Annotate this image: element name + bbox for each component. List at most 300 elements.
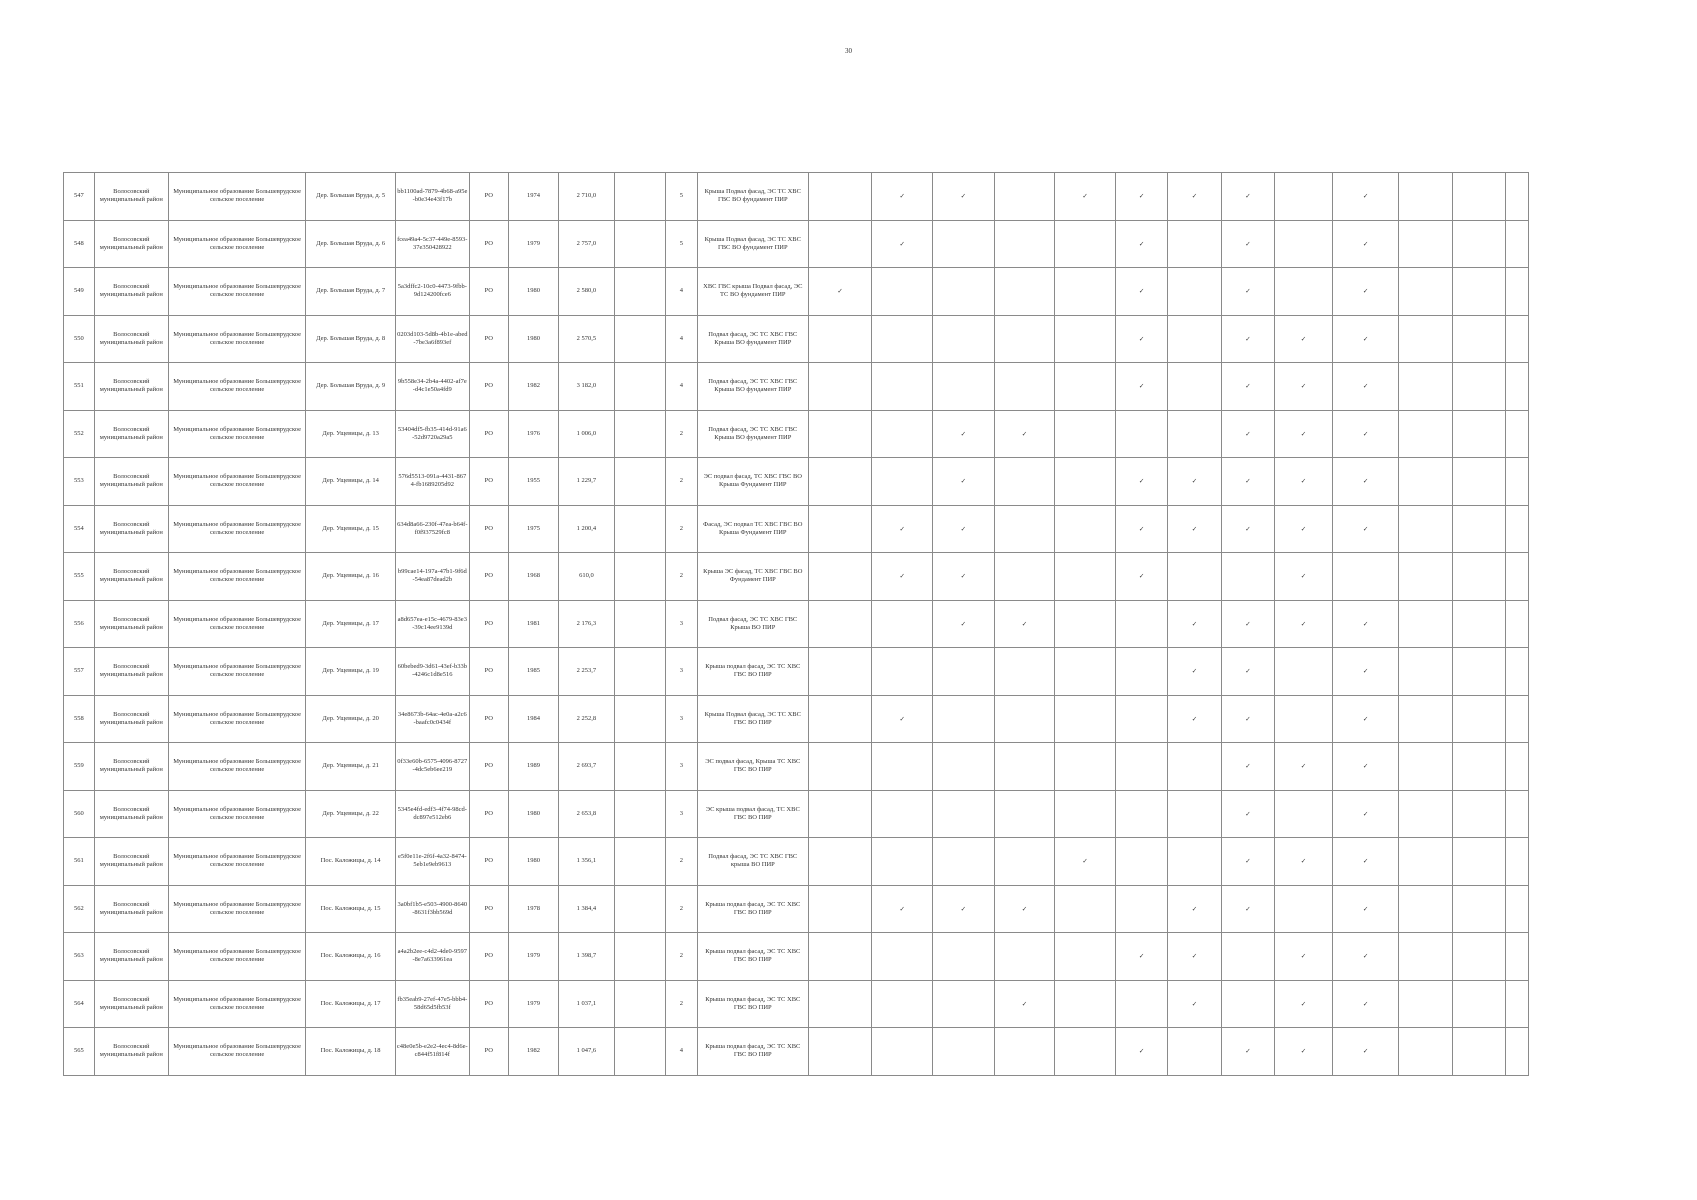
empty-cell xyxy=(1506,458,1529,506)
check-mark-icon: ✓ xyxy=(1115,458,1167,506)
check-mark-icon: ✓ xyxy=(933,885,995,933)
empty-check-cell xyxy=(1452,838,1505,886)
empty-check-cell xyxy=(808,363,872,411)
empty-check-cell xyxy=(1399,743,1452,791)
empty-check-cell xyxy=(872,1028,933,1076)
municipality-cell: Муниципальное образование Большеврудское сельское поселение xyxy=(168,600,306,648)
empty-check-cell xyxy=(1055,695,1116,743)
municipality-cell: Муниципальное образование Большеврудское сельское поселение xyxy=(168,648,306,696)
fund-form-cell: РО xyxy=(469,743,508,791)
empty-check-cell xyxy=(994,553,1055,601)
empty-check-cell xyxy=(1399,885,1452,933)
empty-check-cell xyxy=(933,648,995,696)
empty-check-cell xyxy=(1452,173,1505,221)
empty-check-cell xyxy=(808,505,872,553)
district-cell: Волосовский муниципальный район xyxy=(94,885,168,933)
works-list-cell: Подвал фасад, ЭС ТС ХВС ГВС Крыша ВО фундамент ПИР xyxy=(697,315,808,363)
table-row xyxy=(64,648,1529,696)
check-mark-icon: ✓ xyxy=(1221,173,1274,221)
check-mark-icon: ✓ xyxy=(872,505,933,553)
check-mark-icon: ✓ xyxy=(1332,410,1399,458)
works-list-cell: Крыша подвал фасад, ЭС ТС ХВС ГВС ВО ПИР xyxy=(697,885,808,933)
empty-check-cell xyxy=(1055,458,1116,506)
year-built-cell: 1980 xyxy=(508,268,558,316)
area-cell: 1 398,7 xyxy=(559,933,614,981)
check-mark-icon: ✓ xyxy=(1332,885,1399,933)
fund-form-cell: РО xyxy=(469,885,508,933)
empty-check-cell xyxy=(1055,553,1116,601)
empty-check-cell xyxy=(1055,1028,1116,1076)
table-row xyxy=(64,173,1529,221)
row-number-cell: 556 xyxy=(64,600,95,648)
check-mark-icon: ✓ xyxy=(1115,505,1167,553)
fund-form-cell: РО xyxy=(469,790,508,838)
check-mark-icon: ✓ xyxy=(1332,743,1399,791)
year-built-cell: 1978 xyxy=(508,885,558,933)
empty-check-cell xyxy=(1452,363,1505,411)
building-id-cell: bb1100ad-7879-4b68-a95e-b0e34e43f17b xyxy=(395,173,469,221)
empty-check-cell xyxy=(1055,743,1116,791)
empty-check-cell xyxy=(1452,553,1505,601)
area-cell: 1 200,4 xyxy=(559,505,614,553)
fund-form-cell: РО xyxy=(469,838,508,886)
empty-check-cell xyxy=(1275,695,1333,743)
table-row xyxy=(64,885,1529,933)
area-cell: 1 384,4 xyxy=(559,885,614,933)
empty-check-cell xyxy=(1221,553,1274,601)
row-number-cell: 558 xyxy=(64,695,95,743)
empty-check-cell xyxy=(994,790,1055,838)
check-mark-icon: ✓ xyxy=(1168,173,1221,221)
empty-check-cell xyxy=(1452,458,1505,506)
check-mark-icon: ✓ xyxy=(1332,600,1399,648)
floors-cell: 3 xyxy=(665,600,697,648)
address-cell: Дер. Ущевицы, д. 22 xyxy=(306,790,395,838)
works-list-cell: ЭС подвал фасад, Крыша ТС ХВС ГВС ВО ПИР xyxy=(697,743,808,791)
check-mark-icon: ✓ xyxy=(872,553,933,601)
empty-cell xyxy=(614,505,665,553)
empty-check-cell xyxy=(1399,410,1452,458)
works-list-cell: Подвал фасад, ЭС ТС ХВС ГВС Крыша ВО фундамент ПИР xyxy=(697,363,808,411)
address-cell: Дер. Большая Вруда, д. 8 xyxy=(306,315,395,363)
table-row xyxy=(64,838,1529,886)
check-mark-icon: ✓ xyxy=(1275,838,1333,886)
check-mark-icon: ✓ xyxy=(994,980,1055,1028)
empty-check-cell xyxy=(808,220,872,268)
empty-check-cell xyxy=(1168,1028,1221,1076)
table-row xyxy=(64,933,1529,981)
check-mark-icon: ✓ xyxy=(1221,220,1274,268)
year-built-cell: 1975 xyxy=(508,505,558,553)
year-built-cell: 1980 xyxy=(508,838,558,886)
area-cell: 1 047,6 xyxy=(559,1028,614,1076)
empty-check-cell xyxy=(808,1028,872,1076)
check-mark-icon: ✓ xyxy=(1332,458,1399,506)
empty-check-cell xyxy=(808,743,872,791)
empty-check-cell xyxy=(1115,885,1167,933)
empty-check-cell xyxy=(1275,173,1333,221)
address-cell: Дер. Ущевицы, д. 13 xyxy=(306,410,395,458)
check-mark-icon: ✓ xyxy=(1332,363,1399,411)
address-cell: Дер. Большая Вруда, д. 6 xyxy=(306,220,395,268)
empty-cell xyxy=(1506,648,1529,696)
address-cell: Пос. Каложицы, д. 14 xyxy=(306,838,395,886)
table-row xyxy=(64,268,1529,316)
check-mark-icon: ✓ xyxy=(1115,173,1167,221)
empty-cell xyxy=(614,600,665,648)
district-cell: Волосовский муниципальный район xyxy=(94,838,168,886)
table-body xyxy=(64,173,1529,1076)
empty-check-cell xyxy=(1399,363,1452,411)
empty-check-cell xyxy=(872,743,933,791)
check-mark-icon: ✓ xyxy=(1115,1028,1167,1076)
empty-check-cell xyxy=(872,268,933,316)
row-number-cell: 551 xyxy=(64,363,95,411)
district-cell: Волосовский муниципальный район xyxy=(94,458,168,506)
empty-cell xyxy=(614,838,665,886)
floors-cell: 5 xyxy=(665,173,697,221)
table-row xyxy=(64,980,1529,1028)
check-mark-icon: ✓ xyxy=(1168,695,1221,743)
fund-form-cell: РО xyxy=(469,410,508,458)
empty-check-cell xyxy=(808,458,872,506)
district-cell: Волосовский муниципальный район xyxy=(94,933,168,981)
check-mark-icon: ✓ xyxy=(1168,980,1221,1028)
empty-check-cell xyxy=(1055,790,1116,838)
area-cell: 2 253,7 xyxy=(559,648,614,696)
empty-check-cell xyxy=(1115,790,1167,838)
check-mark-icon: ✓ xyxy=(1168,648,1221,696)
address-cell: Пос. Каложицы, д. 16 xyxy=(306,933,395,981)
table-row xyxy=(64,505,1529,553)
check-mark-icon: ✓ xyxy=(1221,315,1274,363)
empty-check-cell xyxy=(1115,600,1167,648)
empty-cell xyxy=(1506,790,1529,838)
empty-cell xyxy=(1506,363,1529,411)
district-cell: Волосовский муниципальный район xyxy=(94,363,168,411)
check-mark-icon: ✓ xyxy=(933,505,995,553)
district-cell: Волосовский муниципальный район xyxy=(94,553,168,601)
empty-check-cell xyxy=(1055,600,1116,648)
empty-cell xyxy=(614,458,665,506)
check-mark-icon: ✓ xyxy=(1221,648,1274,696)
district-cell: Волосовский муниципальный район xyxy=(94,268,168,316)
empty-check-cell xyxy=(1399,173,1452,221)
empty-check-cell xyxy=(1168,743,1221,791)
empty-check-cell xyxy=(1452,220,1505,268)
works-list-cell: Крыша Подвал фасад, ЭС ТС ХВС ГВС ВО фундамент ПИР xyxy=(697,173,808,221)
check-mark-icon: ✓ xyxy=(1115,220,1167,268)
empty-check-cell xyxy=(1055,363,1116,411)
empty-check-cell xyxy=(994,743,1055,791)
year-built-cell: 1955 xyxy=(508,458,558,506)
check-mark-icon: ✓ xyxy=(1332,173,1399,221)
check-mark-icon: ✓ xyxy=(1055,838,1116,886)
fund-form-cell: РО xyxy=(469,1028,508,1076)
row-number-cell: 562 xyxy=(64,885,95,933)
empty-check-cell xyxy=(994,648,1055,696)
check-mark-icon: ✓ xyxy=(872,173,933,221)
empty-check-cell xyxy=(1275,648,1333,696)
year-built-cell: 1985 xyxy=(508,648,558,696)
empty-check-cell xyxy=(872,933,933,981)
check-mark-icon: ✓ xyxy=(1332,980,1399,1028)
floors-cell: 2 xyxy=(665,458,697,506)
empty-check-cell xyxy=(933,838,995,886)
check-mark-icon: ✓ xyxy=(1115,933,1167,981)
area-cell: 2 693,7 xyxy=(559,743,614,791)
empty-cell xyxy=(1506,933,1529,981)
empty-check-cell xyxy=(1115,743,1167,791)
area-cell: 1 229,7 xyxy=(559,458,614,506)
check-mark-icon: ✓ xyxy=(933,410,995,458)
check-mark-icon: ✓ xyxy=(1221,458,1274,506)
building-id-cell: fcea49a4-5c37-449e-8593-37e350428922 xyxy=(395,220,469,268)
address-cell: Дер. Ущевицы, д. 21 xyxy=(306,743,395,791)
address-cell: Дер. Ущевицы, д. 15 xyxy=(306,505,395,553)
check-mark-icon: ✓ xyxy=(994,600,1055,648)
empty-check-cell xyxy=(933,933,995,981)
check-mark-icon: ✓ xyxy=(1275,600,1333,648)
check-mark-icon: ✓ xyxy=(1168,933,1221,981)
check-mark-icon: ✓ xyxy=(1332,1028,1399,1076)
row-number-cell: 555 xyxy=(64,553,95,601)
address-cell: Дер. Ущевицы, д. 16 xyxy=(306,553,395,601)
empty-check-cell xyxy=(808,933,872,981)
empty-cell xyxy=(614,790,665,838)
floors-cell: 5 xyxy=(665,220,697,268)
fund-form-cell: РО xyxy=(469,695,508,743)
empty-cell xyxy=(614,933,665,981)
year-built-cell: 1979 xyxy=(508,933,558,981)
building-id-cell: 5a3dffc2-10c0-4473-9fbb-9d124200fce6 xyxy=(395,268,469,316)
empty-check-cell xyxy=(933,695,995,743)
district-cell: Волосовский муниципальный район xyxy=(94,410,168,458)
floors-cell: 3 xyxy=(665,790,697,838)
year-built-cell: 1976 xyxy=(508,410,558,458)
check-mark-icon: ✓ xyxy=(1055,173,1116,221)
municipality-cell: Муниципальное образование Большеврудское сельское поселение xyxy=(168,695,306,743)
check-mark-icon: ✓ xyxy=(1332,268,1399,316)
empty-check-cell xyxy=(994,1028,1055,1076)
empty-check-cell xyxy=(994,173,1055,221)
check-mark-icon: ✓ xyxy=(1275,743,1333,791)
municipality-cell: Муниципальное образование Большеврудское сельское поселение xyxy=(168,173,306,221)
empty-check-cell xyxy=(872,458,933,506)
check-mark-icon: ✓ xyxy=(1168,505,1221,553)
empty-check-cell xyxy=(872,410,933,458)
building-id-cell: e5f0e11e-2f6f-4a32-8474-5eb1e9eb9613 xyxy=(395,838,469,886)
page-number: 30 xyxy=(845,47,852,55)
municipality-cell: Муниципальное образование Большеврудское сельское поселение xyxy=(168,220,306,268)
empty-check-cell xyxy=(808,695,872,743)
empty-check-cell xyxy=(808,980,872,1028)
floors-cell: 2 xyxy=(665,505,697,553)
district-cell: Волосовский муниципальный район xyxy=(94,173,168,221)
empty-cell xyxy=(1506,220,1529,268)
municipality-cell: Муниципальное образование Большеврудское сельское поселение xyxy=(168,363,306,411)
empty-check-cell xyxy=(1452,268,1505,316)
check-mark-icon: ✓ xyxy=(1275,1028,1333,1076)
empty-check-cell xyxy=(1055,505,1116,553)
building-id-cell: 3a0bf1b5-e503-4900-8640-8631f3bb569d xyxy=(395,885,469,933)
empty-check-cell xyxy=(1168,363,1221,411)
area-cell: 2 176,3 xyxy=(559,600,614,648)
empty-check-cell xyxy=(1452,695,1505,743)
check-mark-icon: ✓ xyxy=(1332,695,1399,743)
area-cell: 3 182,0 xyxy=(559,363,614,411)
empty-cell xyxy=(614,410,665,458)
floors-cell: 2 xyxy=(665,838,697,886)
building-id-cell: a4a2b2ee-c4d2-4de0-9597-8e7a633961ea xyxy=(395,933,469,981)
empty-check-cell xyxy=(1055,410,1116,458)
empty-check-cell xyxy=(1168,790,1221,838)
check-mark-icon: ✓ xyxy=(1221,790,1274,838)
area-cell: 1 006,0 xyxy=(559,410,614,458)
empty-cell xyxy=(1506,743,1529,791)
area-cell: 2 653,8 xyxy=(559,790,614,838)
floors-cell: 2 xyxy=(665,885,697,933)
works-list-cell: ХВС ГВС крыша Подвал фасад, ЭС ТС ВО фундамент ПИР xyxy=(697,268,808,316)
works-list-cell: Крыша подвал фасад, ЭС ТС ХВС ГВС ВО ПИР xyxy=(697,648,808,696)
check-mark-icon: ✓ xyxy=(1168,600,1221,648)
empty-cell xyxy=(614,980,665,1028)
fund-form-cell: РО xyxy=(469,933,508,981)
empty-check-cell xyxy=(1399,648,1452,696)
empty-check-cell xyxy=(1115,838,1167,886)
empty-check-cell xyxy=(1168,315,1221,363)
table-row xyxy=(64,743,1529,791)
row-number-cell: 565 xyxy=(64,1028,95,1076)
check-mark-icon: ✓ xyxy=(933,553,995,601)
empty-check-cell xyxy=(1399,315,1452,363)
year-built-cell: 1974 xyxy=(508,173,558,221)
empty-check-cell xyxy=(933,790,995,838)
empty-check-cell xyxy=(1452,743,1505,791)
empty-check-cell xyxy=(1055,885,1116,933)
check-mark-icon: ✓ xyxy=(1221,268,1274,316)
empty-check-cell xyxy=(872,838,933,886)
empty-check-cell xyxy=(1275,268,1333,316)
empty-check-cell xyxy=(994,220,1055,268)
fund-form-cell: РО xyxy=(469,553,508,601)
district-cell: Волосовский муниципальный район xyxy=(94,695,168,743)
address-cell: Пос. Каложицы, д. 17 xyxy=(306,980,395,1028)
empty-check-cell xyxy=(933,743,995,791)
area-cell: 2 710,0 xyxy=(559,173,614,221)
floors-cell: 4 xyxy=(665,315,697,363)
check-mark-icon: ✓ xyxy=(994,885,1055,933)
empty-check-cell xyxy=(1275,885,1333,933)
empty-check-cell xyxy=(808,173,872,221)
year-built-cell: 1980 xyxy=(508,790,558,838)
empty-cell xyxy=(1506,980,1529,1028)
check-mark-icon: ✓ xyxy=(1221,838,1274,886)
check-mark-icon: ✓ xyxy=(1221,695,1274,743)
row-number-cell: 559 xyxy=(64,743,95,791)
building-id-cell: fb35eab9-27ef-47e5-bbb4-58d65d5fb53f xyxy=(395,980,469,1028)
row-number-cell: 549 xyxy=(64,268,95,316)
year-built-cell: 1980 xyxy=(508,315,558,363)
empty-cell xyxy=(1506,173,1529,221)
empty-check-cell xyxy=(1115,648,1167,696)
empty-check-cell xyxy=(808,885,872,933)
area-cell: 2 252,8 xyxy=(559,695,614,743)
empty-cell xyxy=(614,553,665,601)
fund-form-cell: РО xyxy=(469,220,508,268)
empty-cell xyxy=(614,1028,665,1076)
empty-check-cell xyxy=(933,1028,995,1076)
floors-cell: 4 xyxy=(665,268,697,316)
empty-check-cell xyxy=(1115,695,1167,743)
empty-check-cell xyxy=(1055,268,1116,316)
empty-check-cell xyxy=(1452,648,1505,696)
empty-check-cell xyxy=(1168,220,1221,268)
row-number-cell: 563 xyxy=(64,933,95,981)
area-cell: 1 037,1 xyxy=(559,980,614,1028)
empty-check-cell xyxy=(808,315,872,363)
empty-check-cell xyxy=(933,363,995,411)
empty-cell xyxy=(614,220,665,268)
empty-check-cell xyxy=(1332,553,1399,601)
empty-cell xyxy=(1506,600,1529,648)
row-number-cell: 561 xyxy=(64,838,95,886)
municipality-cell: Муниципальное образование Большеврудское сельское поселение xyxy=(168,268,306,316)
empty-cell xyxy=(614,648,665,696)
empty-check-cell xyxy=(1115,410,1167,458)
empty-check-cell xyxy=(872,980,933,1028)
empty-check-cell xyxy=(808,410,872,458)
empty-check-cell xyxy=(994,933,1055,981)
check-mark-icon: ✓ xyxy=(1332,838,1399,886)
municipality-cell: Муниципальное образование Большеврудское сельское поселение xyxy=(168,315,306,363)
empty-check-cell xyxy=(1168,838,1221,886)
check-mark-icon: ✓ xyxy=(1221,1028,1274,1076)
building-id-cell: c48e0e5b-e2e2-4ec4-8d6e-c844f51f814f xyxy=(395,1028,469,1076)
table-row xyxy=(64,410,1529,458)
district-cell: Волосовский муниципальный район xyxy=(94,1028,168,1076)
empty-cell xyxy=(614,885,665,933)
empty-cell xyxy=(614,268,665,316)
empty-check-cell xyxy=(1399,980,1452,1028)
address-cell: Дер. Большая Вруда, д. 5 xyxy=(306,173,395,221)
check-mark-icon: ✓ xyxy=(1332,790,1399,838)
empty-cell xyxy=(1506,505,1529,553)
district-cell: Волосовский муниципальный район xyxy=(94,790,168,838)
building-id-cell: 634d8a66-230f-47ea-b64f-f0f937529fc8 xyxy=(395,505,469,553)
table-row xyxy=(64,458,1529,506)
empty-check-cell xyxy=(1275,220,1333,268)
empty-check-cell xyxy=(933,268,995,316)
row-number-cell: 564 xyxy=(64,980,95,1028)
fund-form-cell: РО xyxy=(469,458,508,506)
empty-check-cell xyxy=(1055,933,1116,981)
empty-cell xyxy=(1506,553,1529,601)
empty-check-cell xyxy=(1452,410,1505,458)
year-built-cell: 1989 xyxy=(508,743,558,791)
check-mark-icon: ✓ xyxy=(872,220,933,268)
empty-check-cell xyxy=(933,220,995,268)
table-row xyxy=(64,315,1529,363)
check-mark-icon: ✓ xyxy=(933,173,995,221)
floors-cell: 2 xyxy=(665,980,697,1028)
empty-check-cell xyxy=(808,553,872,601)
check-mark-icon: ✓ xyxy=(1275,553,1333,601)
municipality-cell: Муниципальное образование Большеврудское сельское поселение xyxy=(168,885,306,933)
empty-check-cell xyxy=(994,505,1055,553)
check-mark-icon: ✓ xyxy=(1332,648,1399,696)
district-cell: Волосовский муниципальный район xyxy=(94,315,168,363)
